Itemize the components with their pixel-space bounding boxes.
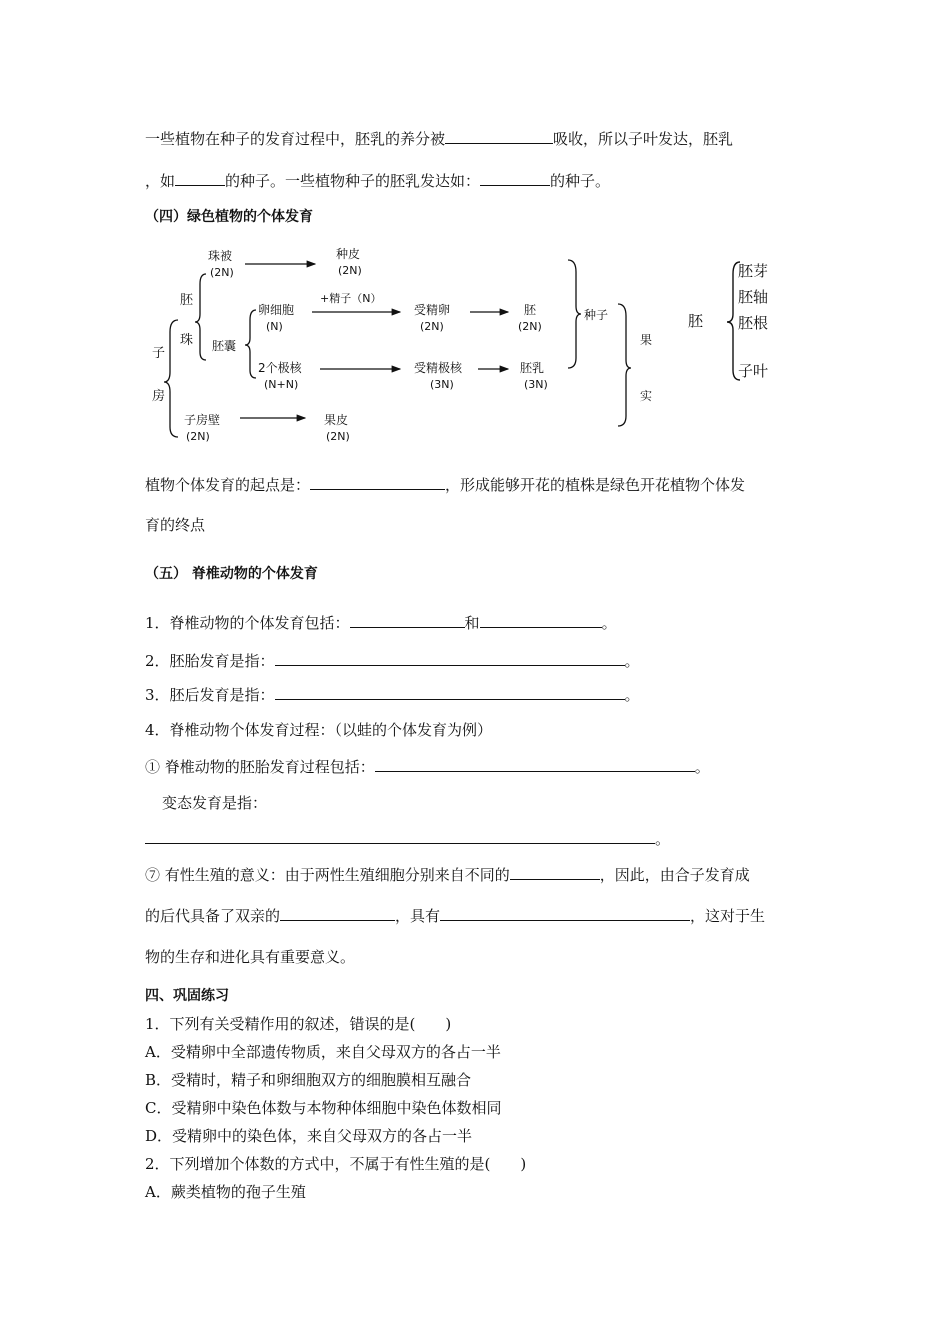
label-luanxibao-n: (N) bbox=[266, 320, 283, 333]
brace-peinang bbox=[245, 310, 256, 378]
blank-item1-a[interactable] bbox=[350, 613, 465, 628]
label-zifangbi: 子房壁 bbox=[184, 413, 221, 427]
label-fang: 房 bbox=[152, 389, 166, 404]
brace-zifang bbox=[164, 320, 178, 437]
plant-dev-line-2: 育的终点 bbox=[145, 516, 206, 534]
label-jingzi: +精子（N） bbox=[320, 292, 382, 305]
label-zhongpi: 种皮 bbox=[336, 247, 361, 261]
label-shi: 实 bbox=[640, 389, 653, 403]
plant-dev-line-1: 植物个体发育的起点是： ，形成能够开花的植株是绿色开花植物个体发 bbox=[145, 476, 746, 494]
section-5-title: （五） 脊椎动物的个体发育 bbox=[145, 566, 318, 582]
label-shoujingjihe-n: (3N) bbox=[430, 378, 454, 391]
section-4-title: （四）绿色植物的个体发育 bbox=[145, 209, 313, 225]
label-guopi-n: (2N) bbox=[326, 430, 350, 443]
label-zhubei: 珠被 bbox=[208, 249, 233, 263]
item-circle-1: ① 脊椎动物的胚胎发育过程包括： 。 bbox=[145, 758, 710, 776]
label-zhongpi-n: (2N) bbox=[338, 264, 362, 277]
label-peigen: 胚根 bbox=[738, 314, 769, 332]
label-shoujingluan-n: (2N) bbox=[420, 320, 444, 333]
intro-line-2: ，如 的种子。一些植物种子的胚乳发达如： 的种子。 bbox=[145, 172, 611, 190]
item-circle-7-line-2: 的后代具备了双亲的 ，具有 ，这对于生 bbox=[145, 907, 766, 925]
exercise-line: A．蕨类植物的孢子生殖 bbox=[145, 1183, 306, 1201]
brace-peizhu bbox=[195, 274, 206, 360]
label-jihe-n: (N+N) bbox=[264, 378, 299, 391]
label-pei-2: 胚 bbox=[524, 303, 537, 317]
section-exercise-title: 四、巩固练习 bbox=[145, 988, 229, 1004]
item-circle-7-line-1: ⑦ 有性生殖的意义：由于两性生殖细胞分别来自不同的 ，因此，由合子发育成 bbox=[145, 866, 750, 884]
label-guopi: 果皮 bbox=[324, 413, 349, 427]
exercise-line: D．受精卵中的染色体，来自父母双方的各占一半 bbox=[145, 1127, 473, 1145]
blank-has-capacity[interactable] bbox=[440, 906, 690, 921]
exercise-line: 2．下列增加个体数的方式中，不属于有性生殖的是( ) bbox=[145, 1155, 527, 1173]
blank-different-source[interactable] bbox=[510, 865, 600, 880]
label-peinang: 胚囊 bbox=[212, 339, 237, 353]
blank-embryo-dev[interactable] bbox=[275, 651, 625, 666]
label-peiru: 胚乳 bbox=[520, 361, 545, 375]
item-2: 2．胚胎发育是指： 。 bbox=[145, 652, 640, 670]
exercise-line: B．受精时，精子和卵细胞双方的细胞膜相互融合 bbox=[145, 1071, 472, 1089]
blank-example-1[interactable] bbox=[175, 171, 225, 186]
blank-embryo-process[interactable] bbox=[375, 757, 695, 772]
label-pei-2-n: (2N) bbox=[518, 320, 542, 333]
label-luanxibao: 卵细胞 bbox=[258, 303, 295, 317]
exercise-line: C．受精卵中染色体数与本物种体细胞中染色体数相同 bbox=[145, 1099, 502, 1117]
label-pei-big: 胚 bbox=[688, 312, 704, 330]
brace-guoshi bbox=[618, 304, 631, 426]
blank-start-point[interactable] bbox=[310, 475, 445, 490]
exercise-line: 1．下列有关受精作用的叙述，错误的是( ) bbox=[145, 1015, 452, 1033]
blank-absorbed-by[interactable] bbox=[445, 129, 553, 144]
label-guo: 果 bbox=[640, 333, 653, 347]
label-jihe: 2个极核 bbox=[258, 361, 302, 375]
item-4: 4．脊椎动物个体发育过程：（以蛙的个体发育为例） bbox=[145, 721, 493, 739]
label-zhubei-n: (2N) bbox=[210, 266, 234, 279]
label-zhu: 珠 bbox=[180, 333, 194, 348]
blank-metamorphosis[interactable] bbox=[145, 829, 655, 844]
label-zifangbi-n: (2N) bbox=[186, 430, 210, 443]
plant-development-diagram bbox=[140, 232, 800, 447]
intro-line-1: 一些植物在种子的发育过程中，胚乳的养分被 吸收，所以子叶发达，胚乳 bbox=[145, 130, 734, 148]
label-pei: 胚 bbox=[180, 293, 194, 308]
label-shoujingluan: 受精卵 bbox=[414, 303, 451, 317]
blank-item1-b[interactable] bbox=[480, 613, 602, 628]
item-3: 3．胚后发育是指： 。 bbox=[145, 686, 640, 704]
exercise-line: A．受精卵中全部遗传物质，来自父母双方的各占一半 bbox=[145, 1043, 501, 1061]
label-peiru-n: (3N) bbox=[524, 378, 548, 391]
label-peiya: 胚芽 bbox=[738, 262, 769, 280]
blank-example-2[interactable] bbox=[480, 171, 550, 186]
blank-post-embryo-dev[interactable] bbox=[275, 685, 625, 700]
label-peizhou: 胚轴 bbox=[738, 288, 769, 306]
metamorphosis-label: 变态发育是指： bbox=[162, 794, 268, 812]
blank-parent-traits[interactable] bbox=[280, 906, 395, 921]
metamorphosis-line: 。 bbox=[145, 828, 670, 849]
item-circle-7-line-3: 物的生存和进化具有重要意义。 bbox=[145, 948, 356, 966]
label-zhongzi: 种子 bbox=[584, 308, 609, 322]
label-zi: 子 bbox=[152, 346, 166, 361]
brace-zhongzi bbox=[568, 260, 581, 368]
label-ziye: 子叶 bbox=[738, 362, 769, 380]
label-shoujingjihe: 受精极核 bbox=[414, 361, 463, 375]
item-1: 1．脊椎动物的个体发育包括： 和 。 bbox=[145, 614, 617, 632]
